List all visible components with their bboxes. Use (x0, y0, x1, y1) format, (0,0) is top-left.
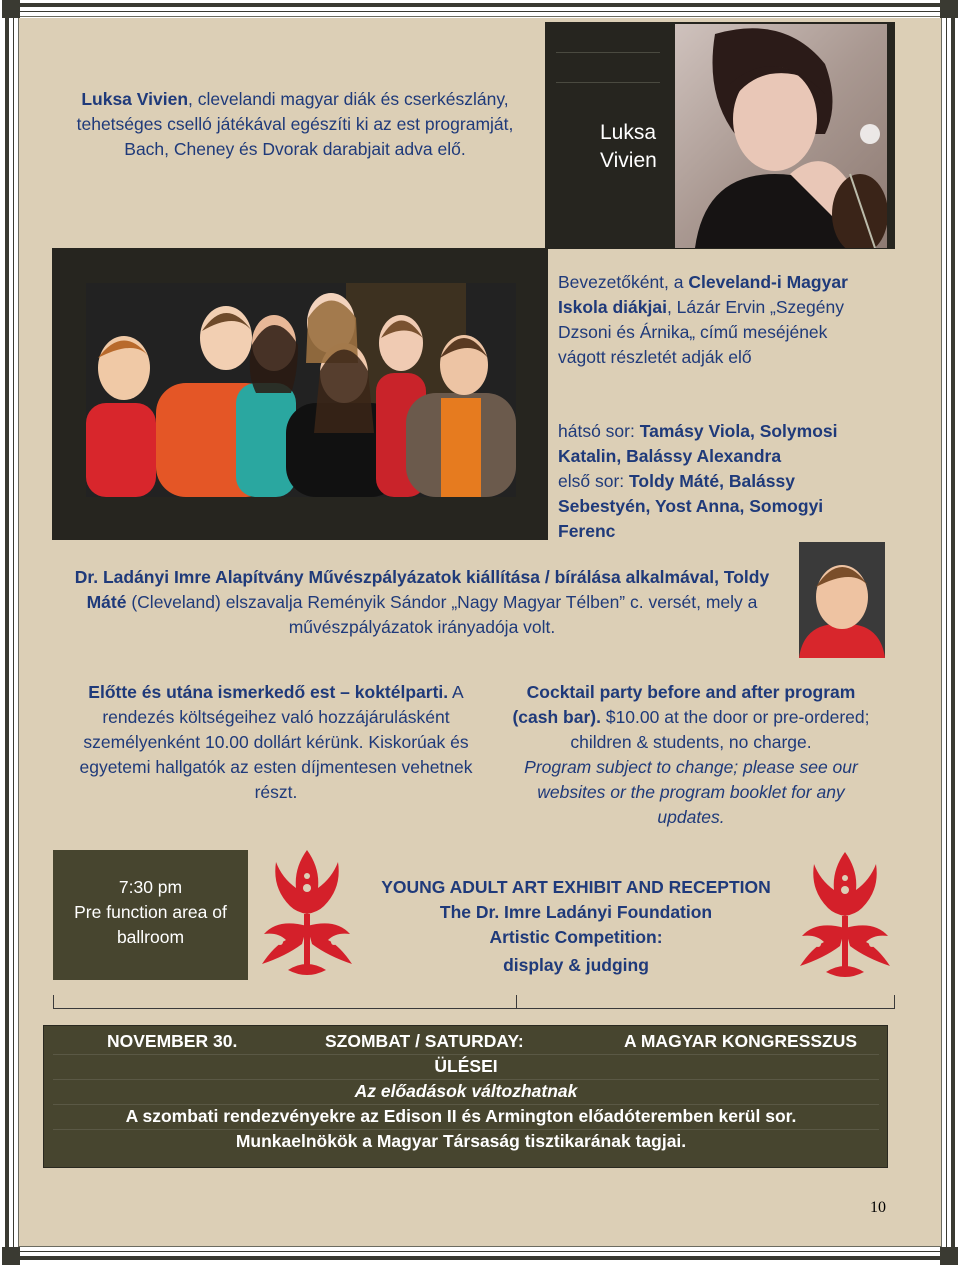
competition-text: (Cleveland) elszavalja Reményik Sándor „Nagy Magyar Télben” c. versét, mely a művészpályázatok irányadója volt. (126, 592, 758, 637)
caption-back-names: Tamásy Viola, Solymosi Katalin, Balássy Alexandra (558, 421, 838, 466)
portrait-label-line2: Vivien (600, 149, 657, 172)
portrait-illustration (675, 24, 887, 248)
toldy-mate-photo (799, 542, 885, 658)
photo-caption (558, 419, 858, 544)
exhibit-competition: Artistic Competition: (489, 927, 663, 947)
timeline-tick (53, 995, 54, 1009)
timeline-tick (894, 995, 895, 1009)
time-box-text (58, 875, 243, 950)
students-school: Cleveland-i Magyar Iskola diákjai (558, 272, 848, 317)
cocktail-en-bold: Cocktail party before and after program (cash bar). (512, 682, 856, 727)
cocktail-en-text: $10.00 at the door or pre-ordered; children & students, no charge. (570, 707, 870, 752)
corner-ornament (2, 1247, 20, 1265)
event-place: Pre function area of ballroom (74, 902, 227, 947)
cocktail-hu-text: A rendezés költségeihez való hozzájárulásként személyenként 10.00 dollárt kérünk. Kiskorúak és egyetemi hallgatók az esten díjmentesen vehetnek részt. (79, 682, 473, 802)
timeline-tick (516, 995, 517, 1009)
cocktail-english (510, 680, 872, 830)
cocktail-hu-bold: Előtte és utána ismerkedő est – koktélparti. (88, 682, 449, 702)
competition-title: Dr. Ladányi Imre Alapítvány Művészpályázatok kiállítása / bírálása alkalmával, Toldy Máté (74, 567, 770, 612)
page-number: 10 (870, 1199, 886, 1216)
exhibit-title: YOUNG ADULT ART EXHIBIT AND RECEPTION (381, 877, 771, 897)
portrait-photo (675, 24, 887, 248)
tulip-ornament-left (258, 848, 356, 980)
corner-ornament (940, 0, 958, 18)
banner-venue: A szombati rendezvényekre az Edison II és Armington előadóteremben kerül sor. (125, 1106, 797, 1126)
students-text-pre: Bevezetőként, a (558, 272, 689, 292)
timeline-rule (53, 1008, 895, 1009)
panel-rule (556, 82, 660, 83)
students-illustration (86, 283, 516, 497)
caption-front-names: Toldy Máté, Balássy Sebestyén, Yost Anna, Somogyi Ferenc (558, 471, 824, 541)
event-time: 7:30 pm (118, 877, 183, 897)
caption-front-label: első sor: (558, 471, 629, 491)
panel-rule (556, 52, 660, 53)
exhibit-foundation: The Dr. Imre Ladányi Foundation (439, 902, 713, 922)
students-text-post: , Lázár Ervin „Szegény Dzsoni és Árnika„ című meséjének vágott részletét adják elő (558, 297, 844, 367)
cocktail-hungarian (60, 680, 492, 805)
caption-back-label: hátsó sor: (558, 421, 640, 441)
banner-day: SZOMBAT / SATURDAY: (325, 1031, 524, 1051)
competition-paragraph (60, 565, 784, 640)
exhibit-display: display & judging (503, 955, 649, 975)
portrait-label-line1: Luksa (600, 121, 657, 144)
banner-date: NOVEMBER 30. (107, 1031, 238, 1051)
exhibit-info (370, 875, 782, 978)
corner-ornament (2, 0, 20, 18)
banner-event: A MAGYAR KONGRESSZUS (624, 1031, 858, 1051)
intro-text: , clevelandi magyar diák és cserkészlány, tehetséges cselló játékával egészíti ki az est programját, Bach, Cheney és Dvorak darabjait adva elő. (76, 89, 514, 159)
portrait-label (600, 119, 670, 175)
banner-event-line2: ÜLÉSEI (434, 1056, 498, 1076)
banner-chairs: Munkaelnökök a Magyar Társaság tisztikarának tagjai. (235, 1131, 687, 1151)
banner-note: Az előadások változhatnak (354, 1081, 578, 1101)
students-photo (86, 283, 516, 497)
intro-name: Luksa Vivien (81, 89, 189, 109)
tulip-ornament-right (796, 850, 894, 982)
corner-ornament (940, 1247, 958, 1265)
cocktail-en-note: Program subject to change; please see our websites or the program booklet for any updates. (524, 757, 858, 827)
boy-illustration (799, 542, 885, 658)
students-paragraph (558, 270, 878, 370)
intro-paragraph (60, 87, 530, 162)
